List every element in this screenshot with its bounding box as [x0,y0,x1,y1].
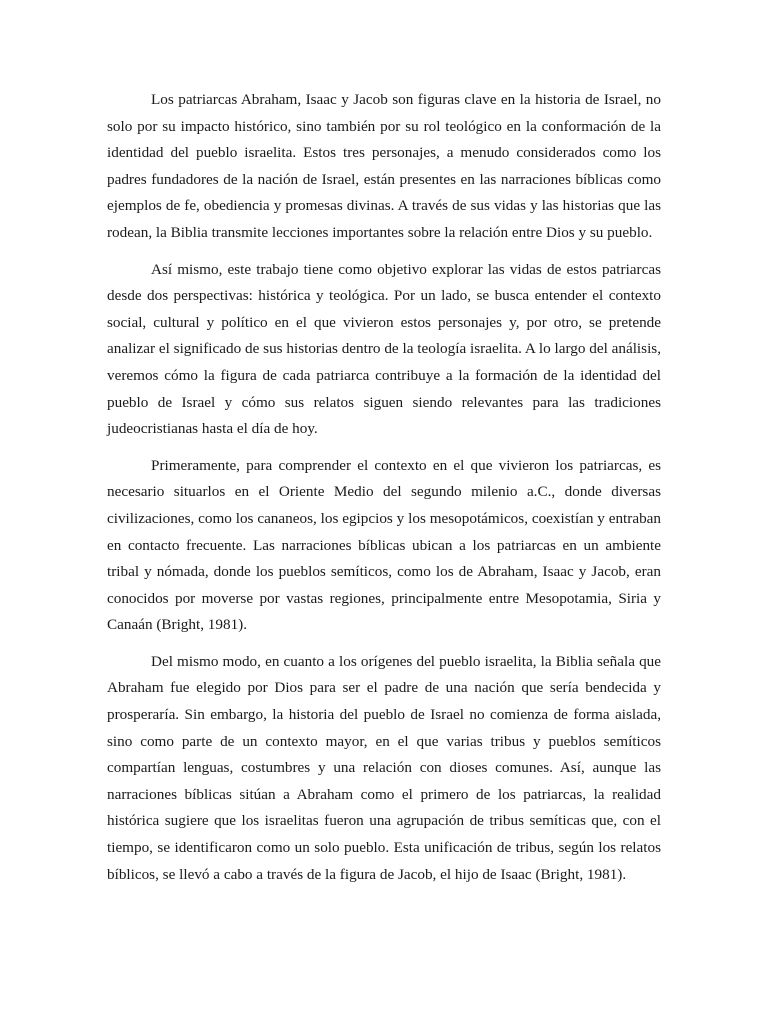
paragraph-1: Los patriarcas Abraham, Isaac y Jacob son figuras clave en la historia de Israel, no solo por su impacto histórico, sino también por su rol teológico en la conformación de la identidad del pueblo israelita. Estos tres personajes, a menudo considerados como los padres fundadores de la nación de Israel, están presentes en las narraciones bíblicas como ejemplos de fe, obediencia y promesas divinas. A través de sus vidas y las historias que las rodean, la Biblia transmite lecciones importantes sobre la relación entre Dios y su pueblo. [107,91,661,241]
document-body [107,87,661,898]
paragraph-3: Primeramente, para comprender el contexto en el que vivieron los patriarcas, es necesario situarlos en el Oriente Medio del segundo milenio a.C., donde diversas civilizaciones, como los cananeos, los egipcios y los mesopotámicos, coexistían y entraban en contacto frecuente. Las narraciones bíblicas ubican a los patriarcas en un ambiente tribal y nómada, donde los pueblos semíticos, como los de Abraham, Isaac y Jacob, eran conocidos por moverse por vastas regiones, principalmente entre Mesopotamia, Siria y Canaán (Bright, 1981). [107,456,661,634]
paragraph-4: Del mismo modo, en cuanto a los orígenes del pueblo israelita, la Biblia señala que Abraham fue elegido por Dios para ser el padre de una nación que sería bendecida y prosperaría. Sin embargo, la historia del pueblo de Israel no comienza de forma aislada, sino como parte de un contexto mayor, en el que varias tribus y pueblos semíticos compartían lenguas, costumbres y una relación con dioses comunes. Así, aunque las narraciones bíblicas sitúan a Abraham como el primero de los patriarcas, la realidad histórica sugiere que los israelitas fueron una agrupación de tribus semíticas que, con el tiempo, se identificaron como un solo pueblo. Esta unificación de tribus, según los relatos bíblicos, se llevó a cabo a través de la figura de Jacob, el hijo de Isaac (Bright, 1981). [107,652,661,883]
paragraph-2: Así mismo, este trabajo tiene como objetivo explorar las vidas de estos patriarcas desde dos perspectivas: histórica y teológica. Por un lado, se busca entender el contexto social, cultural y político en el que vivieron estos personajes y, por otro, se pretende analizar el significado de sus historias dentro de la teología israelita. A lo largo del análisis, veremos cómo la figura de cada patriarca contribuye a la formación de la identidad del pueblo de Israel y cómo sus relatos siguen siendo relevantes para las tradiciones judeocristianas hasta el día de hoy. [107,260,661,438]
